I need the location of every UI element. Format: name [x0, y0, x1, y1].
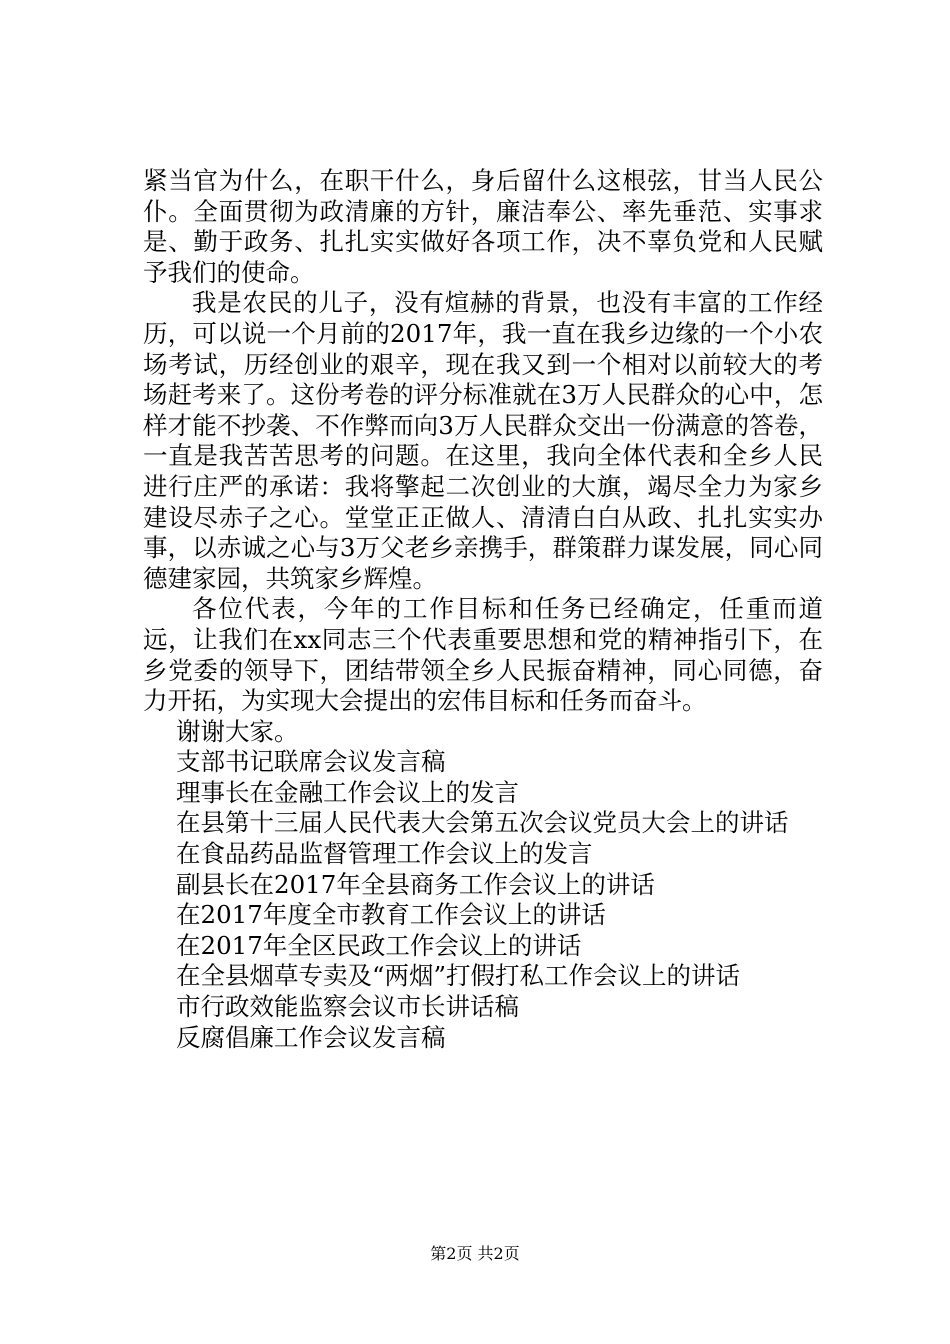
- related-title: 在2017年度全市教育工作会议上的讲话: [176, 900, 606, 930]
- related-title: 理事长在金融工作会议上的发言: [176, 777, 519, 807]
- related-title: 反腐倡廉工作会议发言稿: [176, 1022, 446, 1052]
- document-body: [143, 166, 823, 1053]
- related-title: 市行政效能监察会议市长讲话稿: [176, 992, 519, 1022]
- paragraph-pledge: 我是农民的儿子，没有煊赫的背景，也没有丰富的工作经历，可以说一个月前的2017年，我一直在我乡边缘的一个小农场考试，历经创业的艰辛，现在我又到一个相对以前较大的考场赶考来了。这份考卷的评分标准就在3万人民群众的心中，怎样才能不抄袭、不作弊而向3万人民群众交出一份满意的答卷，一直是我苦苦思考的问题。在这里，我向全体代表和全乡人民进行庄严的承诺：我将擎起二次创业的大旗，竭尽全力为家乡建设尽赤子之心。堂堂正正做人、清清白白从政、扎扎实实办事，以赤诚之心与3万父老乡亲携手，群策群力谋发展，同心同德建家园，共筑家乡辉煌。: [143, 288, 823, 593]
- related-title: 副县长在2017年全县商务工作会议上的讲话: [176, 869, 655, 899]
- related-title: 在食品药品监督管理工作会议上的发言: [176, 839, 593, 869]
- related-title: 在县第十三届人民代表大会第五次会议党员大会上的讲话: [176, 808, 789, 838]
- related-title: 在全县烟草专卖及“两烟”打假打私工作会议上的讲话: [176, 961, 741, 991]
- closing-thanks: 谢谢大家。: [176, 716, 299, 746]
- paragraph-conclusion: 各位代表，今年的工作目标和任务已经确定，任重而道远，让我们在xx同志三个代表重要思想和党的精神指引下，在乡党委的领导下，团结带领全乡人民振奋精神，同心同德，奋力开拓，为实现大会提出的宏伟目标和任务而奋斗。: [143, 594, 823, 716]
- related-title: 在2017年全区民政工作会议上的讲话: [176, 930, 582, 960]
- related-title: 支部书记联席会议发言稿: [176, 747, 446, 777]
- page-footer: 第2页 共2页: [430, 1244, 520, 1263]
- paragraph-continuation: 紧当官为什么，在职干什么，身后留什么这根弦，甘当人民公仆。全面贯彻为政清廉的方针，廉洁奉公、率先垂范、实事求是、勤于政务、扎扎实实做好各项工作，决不辜负党和人民赋予我们的使命。: [143, 166, 823, 287]
